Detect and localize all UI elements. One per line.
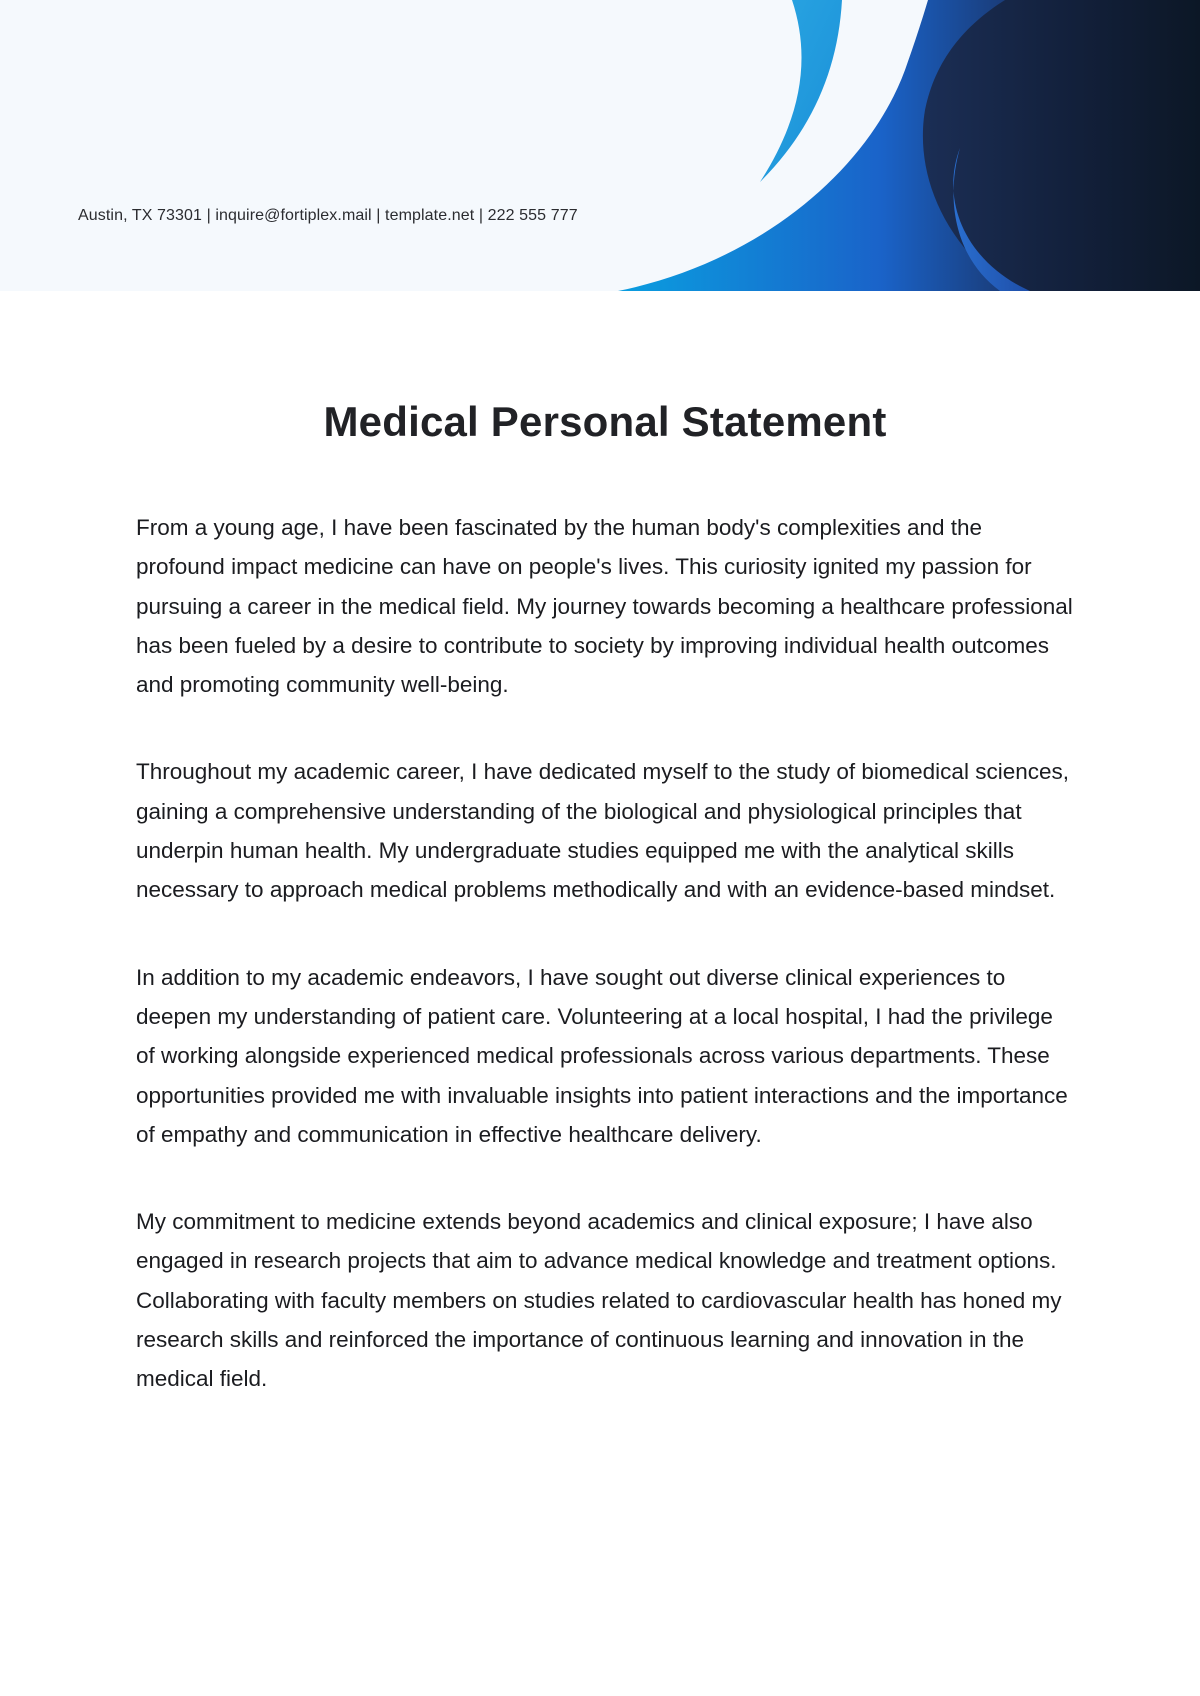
wave-dark-inner [923,0,1200,291]
paragraph: In addition to my academic endeavors, I have sought out diverse clinical experiences to deepen my understanding of patient care. Volunteering at a local hospital, I had the privilege of working alongside experienced medical professionals across various departments. These opportunities provided me with invaluable insights into patient interactions and the importance of empathy and communication in effective healthcare delivery. [136,964,1068,1147]
contact-info: Austin, TX 73301 | inquire@fortiplex.mail | template.net | 222 555 777 [78,207,578,224]
statement-body [136,508,1076,1447]
document-title: Medical Personal Statement [323,398,887,445]
wave-light-crescent [760,0,842,182]
paragraph: From a young age, I have been fascinated by the human body's complexities and the profound impact medicine can have on people's lives. This curiosity ignited my passion for pursuing a career in the medical field. My journey towards becoming a healthcare professional has been fueled by a desire to contribute to society by improving individual health outcomes and promoting community well-being. [136,515,1073,698]
header-banner [0,0,1200,291]
decorative-wave-graphic [0,0,1200,291]
paragraph: My commitment to medicine extends beyond academics and clinical exposure; I have also engaged in research projects that aim to advance medical knowledge and treatment options. Collaborating with faculty members on studies related to cardiovascular health has honed my research skills and reinforced the importance of continuous learning and innovation in the medical field. [136,1209,1062,1392]
paragraph: Throughout my academic career, I have dedicated myself to the study of biomedical sciences, gaining a comprehensive understanding of the biological and physiological principles that underpin human health. My undergraduate studies equipped me with the analytical skills necessary to approach medical problems methodically and with an evidence-based mindset. [136,759,1069,903]
